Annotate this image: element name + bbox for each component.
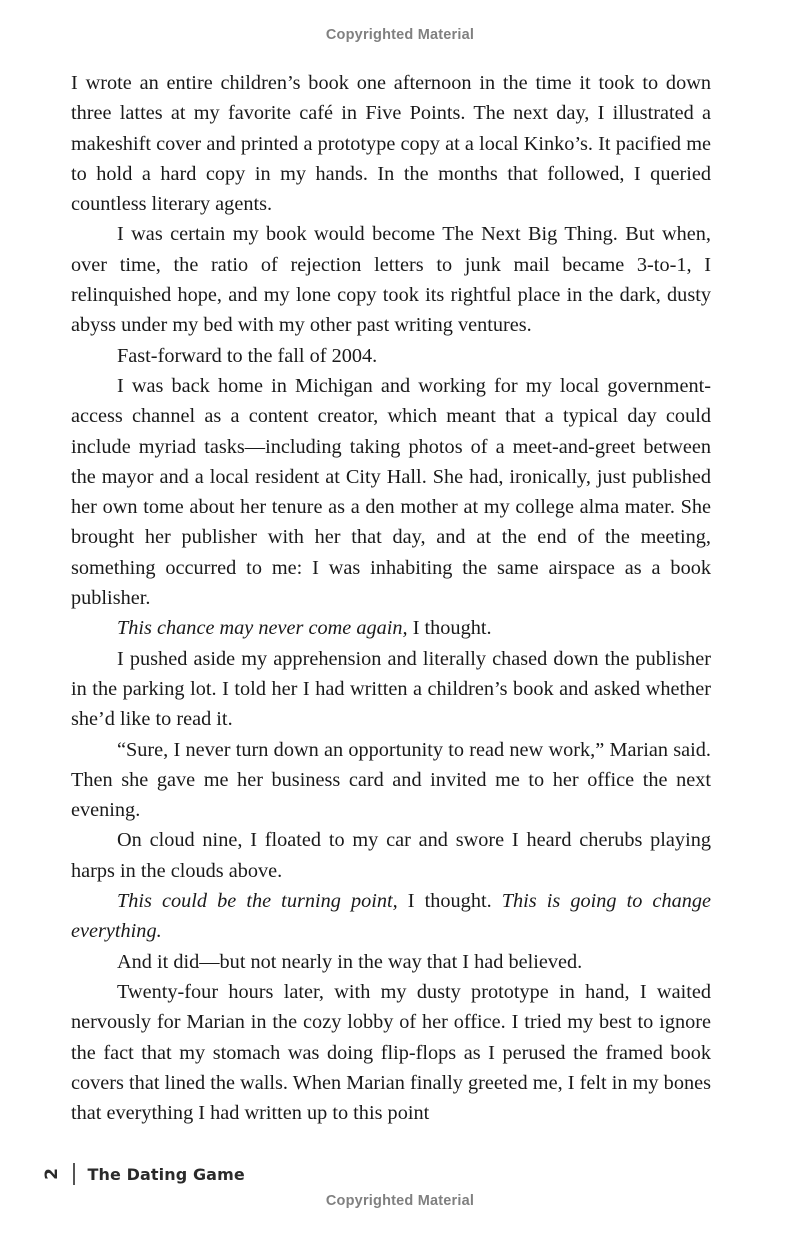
paragraph-5-rest: I thought. <box>407 617 492 640</box>
paragraph-1: I wrote an entire children’s book one afternoon in the time it took to down three lattes at my favorite café in Five Points. The next day, I illustrated a makeshift cover and printed a prototype copy at a local Kinko’s. It pacified me to hold a hard copy in my hands. In the months that followed, I queried countless literary agents. <box>71 72 711 216</box>
paragraph-3: Fast-forward to the fall of 2004. <box>117 344 378 367</box>
footer-divider <box>73 1163 75 1185</box>
paragraph-7: “Sure, I never turn down an opportunity to read new work,” Marian said. Then she gave me her business card and invited me to her office the next evening. <box>71 738 711 822</box>
paragraph-5 <box>71 613 711 643</box>
copyright-watermark-bottom: Copyrighted Material <box>325 1193 475 1209</box>
copyright-watermark-top: Copyrighted Material <box>325 27 475 43</box>
page-number: 2 <box>42 1168 62 1180</box>
paragraph-9 <box>71 886 711 947</box>
paragraph-6: I pushed aside my apprehension and literally chased down the publisher in the parking lot. I told her I had written a children’s book and asked whether she’d like to read it. <box>71 647 711 731</box>
paragraph-9-mid: I thought. <box>397 890 502 913</box>
paragraph-2: I was certain my book would become The Next Big Thing. But when, over time, the ratio of rejection letters to junk mail became 3-to-1, I relinquished hope, and my lone copy took its rightful place in the dark, dusty abyss under my bed with my other past writing ventures. <box>71 223 711 337</box>
paragraph-8: On cloud nine, I floated to my car and swore I heard cherubs playing harps in the clouds above. <box>71 829 711 882</box>
paragraph-9-italic-1: This could be the turning point, <box>117 890 398 913</box>
page-footer <box>42 1161 245 1187</box>
page-body <box>71 68 711 1128</box>
running-title: The Dating Game <box>87 1164 245 1184</box>
paragraph-11: Twenty-four hours later, with my dusty prototype in hand, I waited nervously for Marian in the cozy lobby of her office. I tried my best to ignore the fact that my stomach was doing flip-flops as I perused the framed book covers that lined the walls. When Marian finally greeted me, I felt in my bones that everything I had written up to this point <box>71 980 711 1125</box>
paragraph-10: And it did—but not nearly in the way that I had believed. <box>117 950 583 973</box>
paragraph-5-italic: This chance may never come again, <box>117 617 408 640</box>
paragraph-9-italic-2: This is going to change everything. <box>71 890 712 943</box>
paragraph-4: I was back home in Michigan and working for my local government-access channel as a content creator, which meant that a typical day could include myriad tasks—including taking photos of a meet-and-greet between the mayor and a local resident at City Hall. She had, ironically, just published her own tome about her tenure as a den mother at my college alma mater. She brought her publisher with her that day, and at the end of the meeting, something occurred to me: I was inhabiting the same airspace as a book publisher. <box>71 374 711 610</box>
